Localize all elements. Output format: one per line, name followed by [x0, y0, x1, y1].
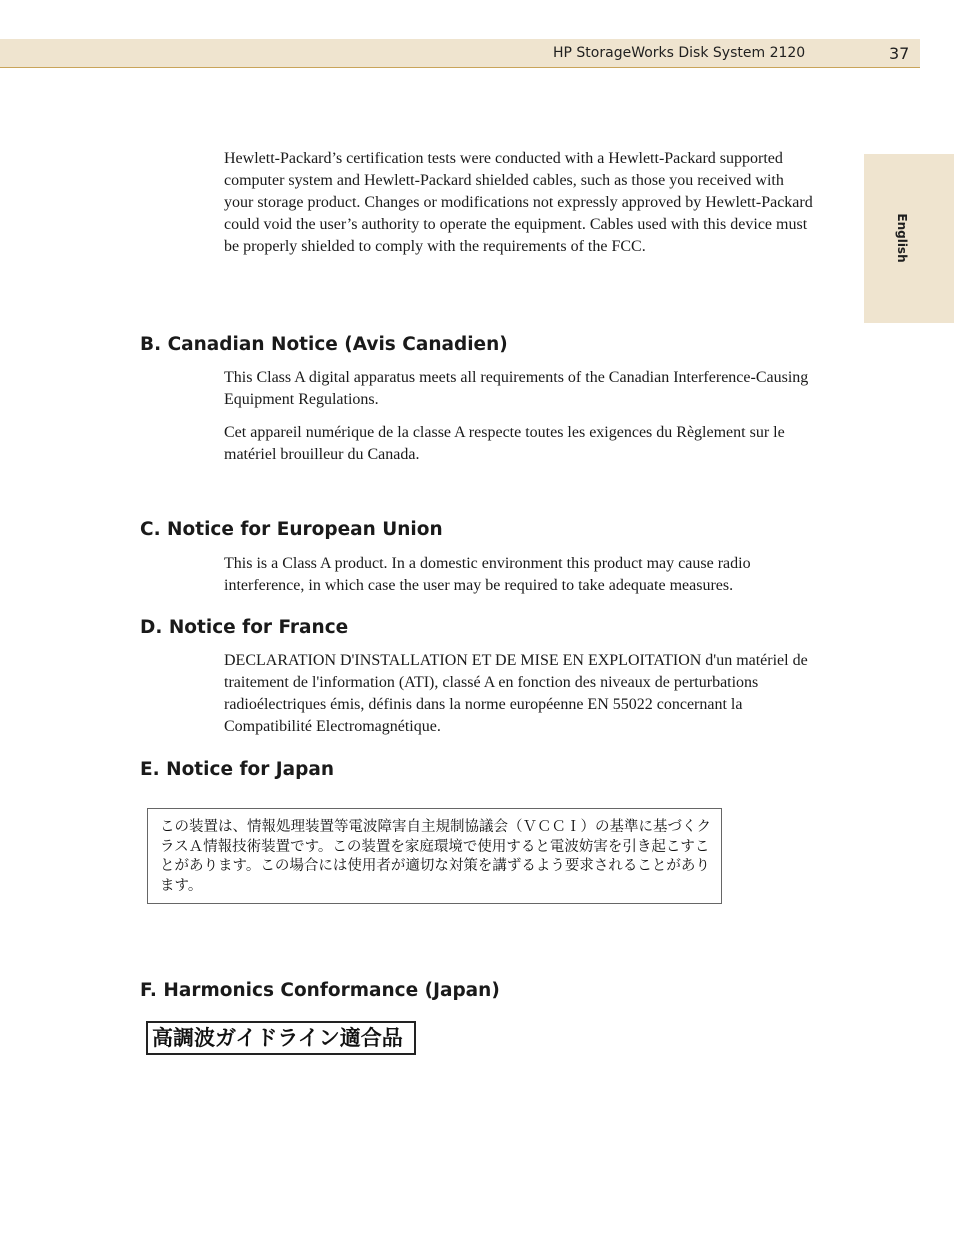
running-header-title: HP StorageWorks Disk System 2120 [553, 45, 806, 61]
harmonics-guideline-label: 高調波ガイドライン適合品 [146, 1021, 416, 1055]
canadian-notice-french-paragraph: Cet appareil numérique de la classe A respecte toutes les exigences du Règlement sur le matériel brouilleur du Canada. [224, 424, 785, 463]
eu-notice-heading: C. Notice for European Union [140, 519, 443, 540]
vcci-notice-text: この装置は、情報処理装置等電波障害自主規制協議会（ＶＣＣＩ）の基準に基づくクラスＡ情報技術装置です。この装置を家庭環境で使用すると電波妨害を引き起こすことがあります。この場合には使用者が適切な対策を講ずるよう要求されることがあります。 [160, 819, 711, 894]
canadian-notice-english-paragraph: This Class A digital apparatus meets all requirements of the Canadian Interference-Causing Equipment Regulations. [224, 369, 809, 408]
language-side-tab [864, 154, 954, 323]
france-notice-paragraph: DECLARATION D'INSTALLATION ET DE MISE EN EXPLOITATION d'un matériel de traitement de l'information (ATI), classé A en fonction des niveaux de perturbations radioélectriques émis, définis dans la norme européenne EN 55022 concernant la Compatibilité Electromagnétique. [224, 652, 808, 735]
page-number: 37 [889, 44, 910, 63]
japan-notice-heading: E. Notice for Japan [140, 759, 335, 780]
france-notice-heading: D. Notice for France [140, 617, 349, 638]
fcc-intro-paragraph: Hewlett-Packard’s certification tests were conducted with a Hewlett-Packard supported computer system and Hewlett-Packard shielded cables, such as those you received with your storage product. Changes or modifications not expressly approved by Hewlett-Packard could void the user’s authority to operate the equipment. Cables used with this device must be properly shielded to comply with the requirements of the FCC. [224, 150, 813, 255]
harmonics-conformance-heading: F. Harmonics Conformance (Japan) [140, 980, 500, 1001]
canadian-notice-heading: B. Canadian Notice (Avis Canadien) [140, 334, 508, 355]
eu-notice-paragraph: This is a Class A product. In a domestic environment this product may cause radio interference, in which case the user may be required to take adequate measures. [224, 555, 751, 594]
language-tab-label: English [895, 213, 909, 263]
